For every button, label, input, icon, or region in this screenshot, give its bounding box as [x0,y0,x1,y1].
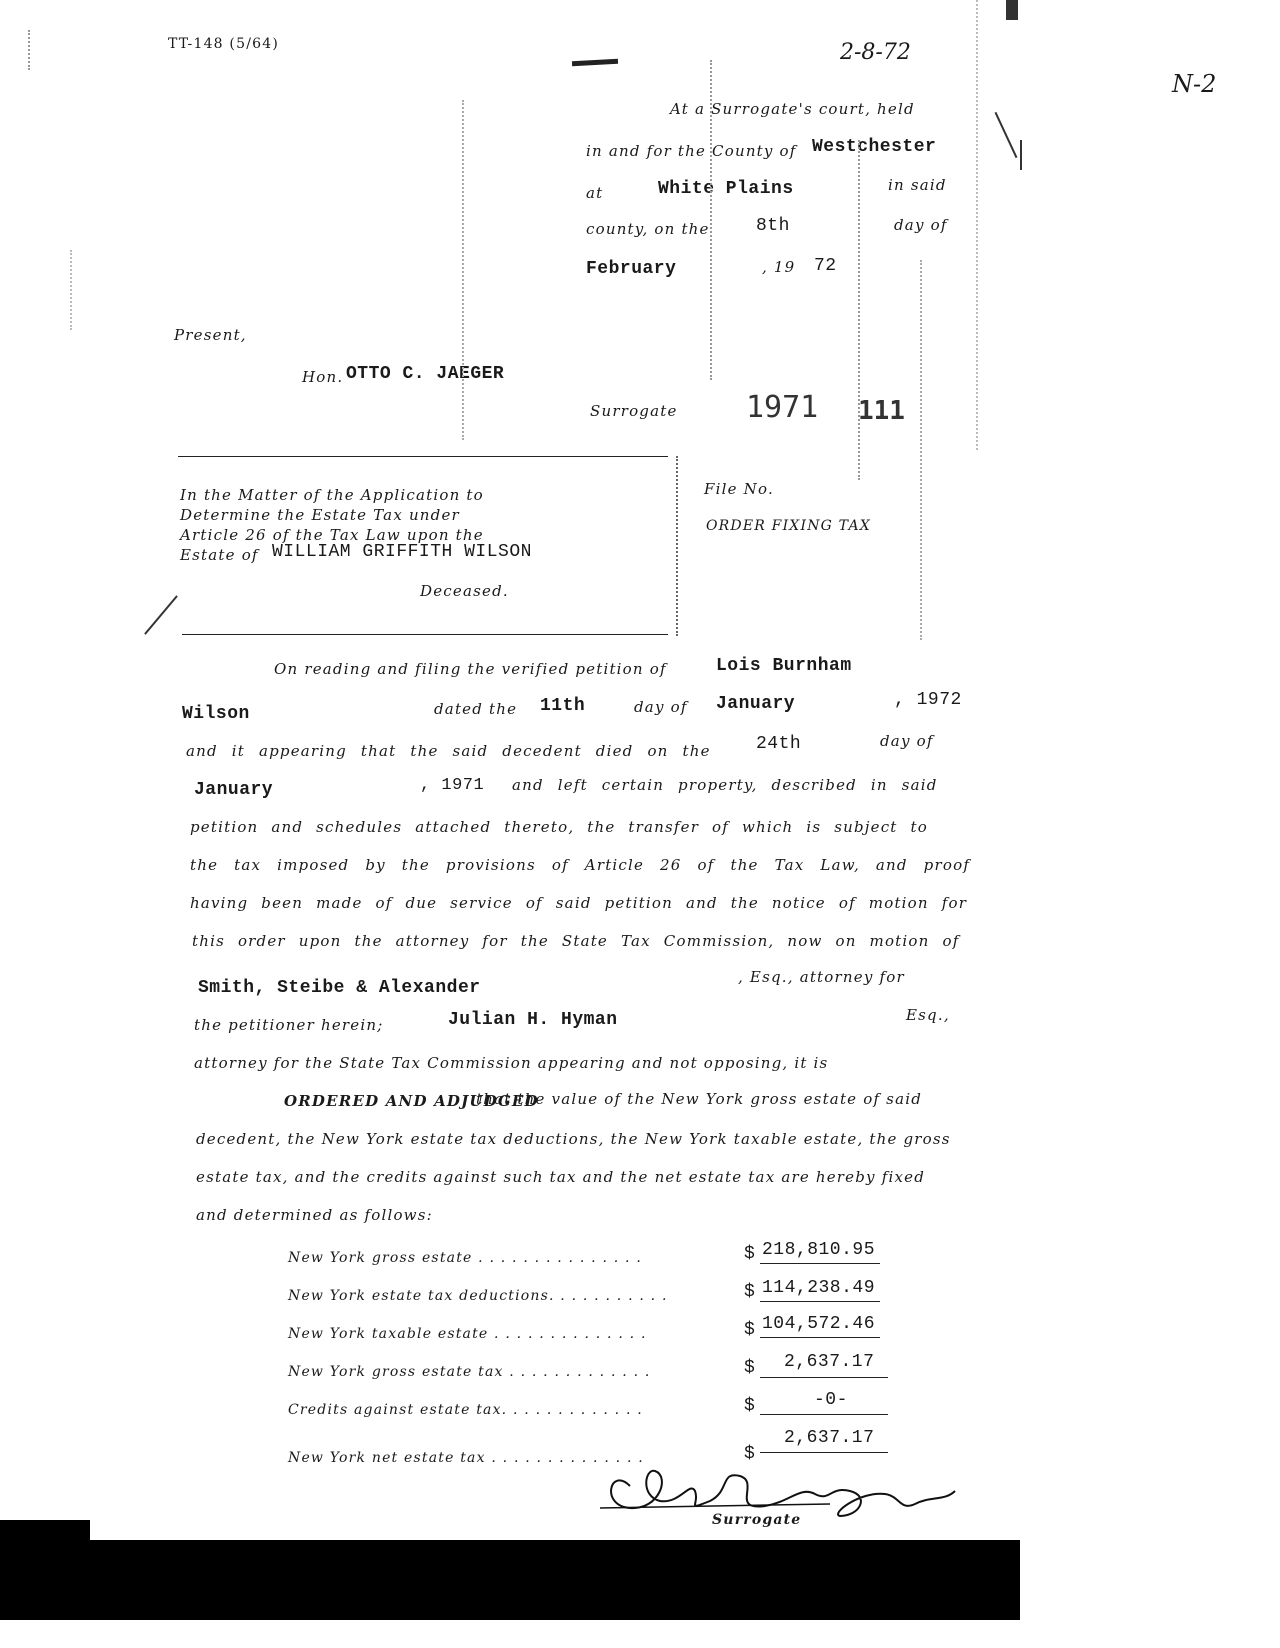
signature-label: Surrogate [712,1512,802,1528]
schedule-underline [760,1452,888,1453]
schedule-label: Credits against estate tax. . . . . . . . . . . . . [288,1402,643,1418]
scan-artifact [462,100,464,440]
county-name: Westchester [812,137,937,157]
death-day: 24th [756,734,802,754]
body-line-order: this order upon the attorney for the State Tax Commission, now on motion of [192,932,960,950]
death-year: , 1971 [420,776,485,795]
matter-divider [676,456,678,636]
schedule-label: New York estate tax deductions. . . . . . . . . . . [288,1288,668,1304]
schedule-dollar: $ [744,1320,756,1340]
scan-artifact [1020,140,1022,170]
day-of-label-2: day of [634,698,688,716]
ordered-and-adjudged: ORDERED AND ADJUDGED [284,1092,539,1110]
esq-attorney-for: , Esq., attorney for [738,968,905,986]
schedule-label: New York gross estate tax . . . . . . . . . . . . . [288,1364,651,1380]
scan-artifact [920,260,922,640]
scan-artifact [28,30,30,70]
court-line-2: in and for the County of [586,142,797,160]
scan-black-band [0,1540,1020,1620]
body-estate-tax: estate tax, and the credits against such tax and the net estate tax are hereby fixed [196,1168,925,1186]
petitioner-last: Wilson [182,704,250,724]
schedule-underline [760,1414,888,1415]
surrogate-label: Surrogate [590,402,678,420]
dated-day: 11th [540,696,586,716]
matter-line-4: Estate of [180,546,259,564]
judge-name: OTTO C. JAEGER [346,364,505,384]
year-prefix: , 19 [762,258,796,276]
death-month: January [194,780,274,800]
body-appearing: and it appearing that the said decedent died on the [186,742,711,760]
schedule-dollar: $ [744,1396,756,1416]
schedule-dollar: $ [744,1282,756,1302]
body-line-tax: the tax imposed by the provisions of Article 26 of the Tax Law, and proof [190,856,971,874]
pen-mark [572,59,618,66]
scan-artifact [858,140,860,480]
scan-artifact [144,595,178,635]
scan-black-band [0,1520,90,1550]
petitioner-first: Lois Burnham [716,656,852,676]
court-year: 72 [814,256,837,276]
attorney-firm: Smith, Steibe & Alexander [198,978,481,998]
scan-artifact [976,0,978,450]
body-line-having: having been made of due service of said petition and the notice of motion for [190,894,968,912]
county-on-the-label: county, on the [586,220,710,238]
in-said-label: in said [888,176,947,194]
body-petitioner-herein: the petitioner herein; [194,1016,384,1034]
handwritten-corner-mark: N-2 [1172,70,1217,98]
schedule-label: New York net estate tax . . . . . . . . . . . . . . [288,1450,644,1466]
place-name: White Plains [658,179,794,199]
schedule-dollar: $ [744,1444,756,1464]
body-determined: and determined as follows: [196,1206,433,1224]
court-month: February [586,259,677,279]
esq-label: Esq., [906,1006,950,1024]
schedule-dollar: $ [744,1244,756,1264]
body-attorney-state: attorney for the State Tax Commission appearing and not opposing, it is [194,1054,829,1072]
body-line-petition: petition and schedules attached thereto, the transfer of which is subject to [190,818,928,836]
file-no-label: File No. [704,480,774,498]
schedule-label: New York taxable estate . . . . . . . . . . . . . . [288,1326,647,1342]
body-line-1: On reading and filing the verified petition of [274,660,667,678]
schedule-dollar: $ [744,1358,756,1378]
dated-year: , 1972 [894,690,962,710]
scan-artifact [710,60,712,380]
schedule-underline [760,1301,880,1302]
hon-label: Hon. [302,368,344,386]
court-day: 8th [756,216,790,236]
deceased-label: Deceased. [420,582,509,600]
scan-artifact [70,250,72,330]
matter-line-2: Determine the Estate Tax under [180,506,460,524]
dated-the-label: dated the [434,700,518,718]
state-attorney: Julian H. Hyman [448,1010,618,1030]
day-of-label: day of [894,216,948,234]
schedule-amount: 104,572.46 [762,1314,876,1334]
schedule-underline [760,1337,880,1338]
schedule-amount: -0- [814,1390,848,1410]
matter-top-rule [178,456,668,457]
schedule-label: New York gross estate . . . . . . . . . . . . . . . [288,1250,643,1266]
schedule-amount: 2,637.17 [784,1352,875,1372]
body-left: and left certain property, described in said [512,776,938,794]
matter-line-3: Article 26 of the Tax Law upon the [180,526,484,544]
schedule-amount: 114,238.49 [762,1278,876,1298]
schedule-underline [760,1263,880,1264]
form-code: TT-148 (5/64) [168,36,279,52]
dated-month: January [716,694,796,714]
at-label: at [586,184,604,202]
present-label: Present, [174,326,247,344]
file-number-year: 1971 [746,390,819,425]
matter-line-1: In the Matter of the Application to [180,486,484,504]
court-line-1: At a Surrogate's court, held [670,100,915,118]
schedule-underline [760,1377,888,1378]
decedent-name: WILLIAM GRIFFITH WILSON [272,542,532,562]
scan-artifact [1006,0,1018,20]
body-ordered-rest: that the value of the New York gross estate of said [476,1090,923,1108]
matter-bottom-rule [182,634,668,635]
schedule-amount: 218,810.95 [762,1240,876,1260]
scan-artifact [995,112,1018,158]
file-number: 111 [858,396,905,426]
schedule-amount: 2,637.17 [784,1428,875,1448]
handwritten-date: 2-8-72 [840,40,911,65]
order-title: ORDER FIXING TAX [706,518,871,534]
death-day-of: day of [880,732,934,750]
body-decedent: decedent, the New York estate tax deductions, the New York taxable estate, the gross [196,1130,951,1148]
